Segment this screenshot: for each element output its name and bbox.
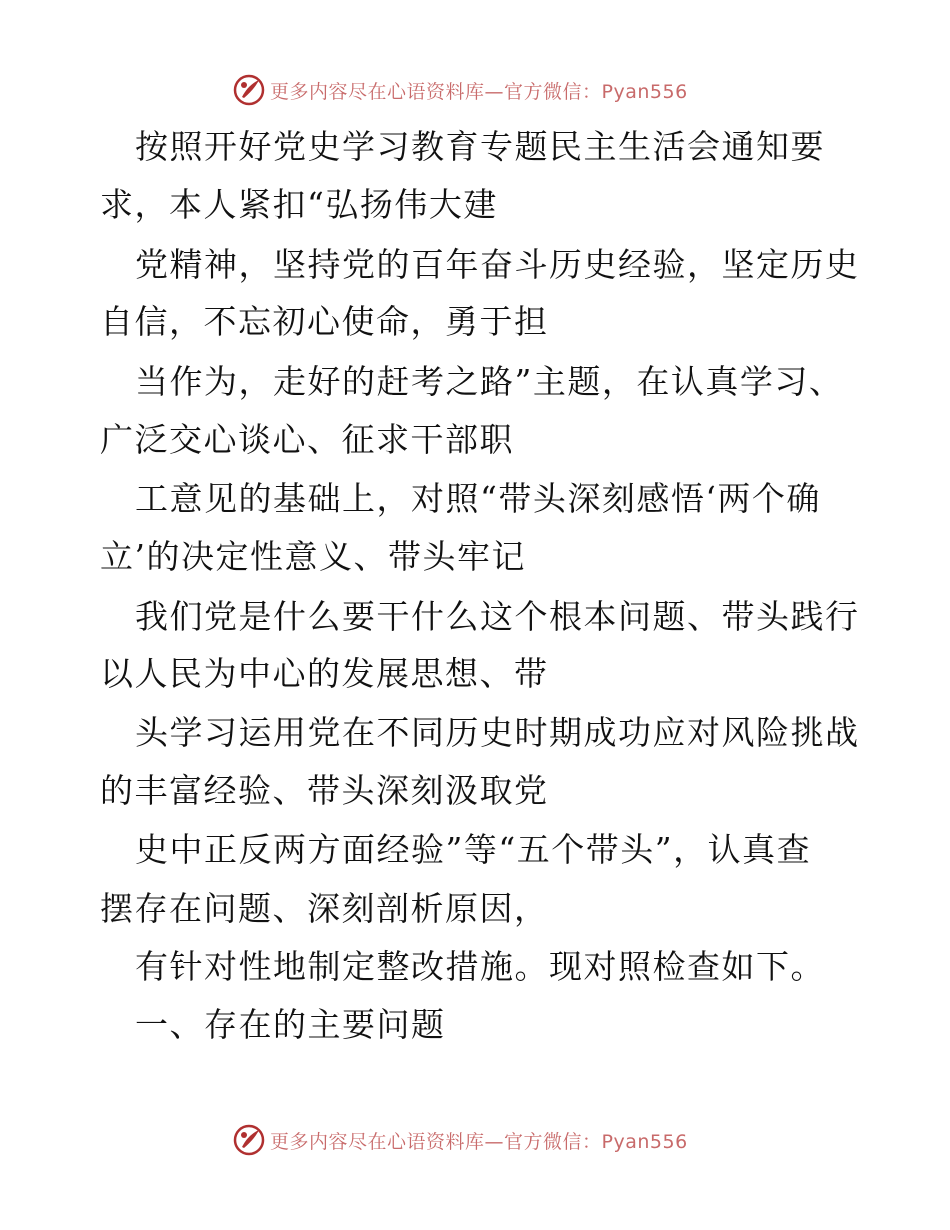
text-line: 以人民为中心的发展思想、带 xyxy=(100,654,549,693)
text-line: 立’的决定性意义、带头牢记 xyxy=(100,537,526,576)
text-line: 广泛交心谈心、征求干部职 xyxy=(100,420,514,459)
text-line: 史中正反两方面经验”等“五个带头”，认真查 xyxy=(135,830,812,869)
text-line: 党精神，坚持党的百年奋斗历史经验，坚定历史 xyxy=(135,245,860,284)
watermark-footer xyxy=(232,1122,688,1158)
text-line: 自信，不忘初心使命，勇于担 xyxy=(100,302,549,341)
text-line: 工意见的基础上，对照“带头深刻感悟‘两个确 xyxy=(135,479,821,518)
watermark-text: 更多内容尽在心语资料库—官方微信：Pyan556 xyxy=(270,1130,688,1153)
flame-quill-logo-icon xyxy=(232,1123,266,1157)
text-line: 的丰富经验、带头深刻汲取党 xyxy=(100,771,549,810)
text-line: 求，本人紧扣“弘扬伟大建 xyxy=(100,185,498,224)
text-line: 头学习运用党在不同历史时期成功应对风险挑战 xyxy=(135,713,860,752)
text-line: 摆存在问题、深刻剖析原因， xyxy=(100,889,549,928)
text-line: 当作为，走好的赶考之路”主题，在认真学习、 xyxy=(135,362,844,401)
text-line: 有针对性地制定整改措施。现对照检查如下。 xyxy=(135,947,825,986)
text-line: 按照开好党史学习教育专题民主生活会通知要 xyxy=(135,127,825,166)
section-heading: 一、存在的主要问题 xyxy=(135,1005,446,1044)
text-line: 我们党是什么要干什么这个根本问题、带头践行 xyxy=(135,597,860,636)
watermark-text: 更多内容尽在心语资料库—官方微信：Pyan556 xyxy=(270,80,688,103)
